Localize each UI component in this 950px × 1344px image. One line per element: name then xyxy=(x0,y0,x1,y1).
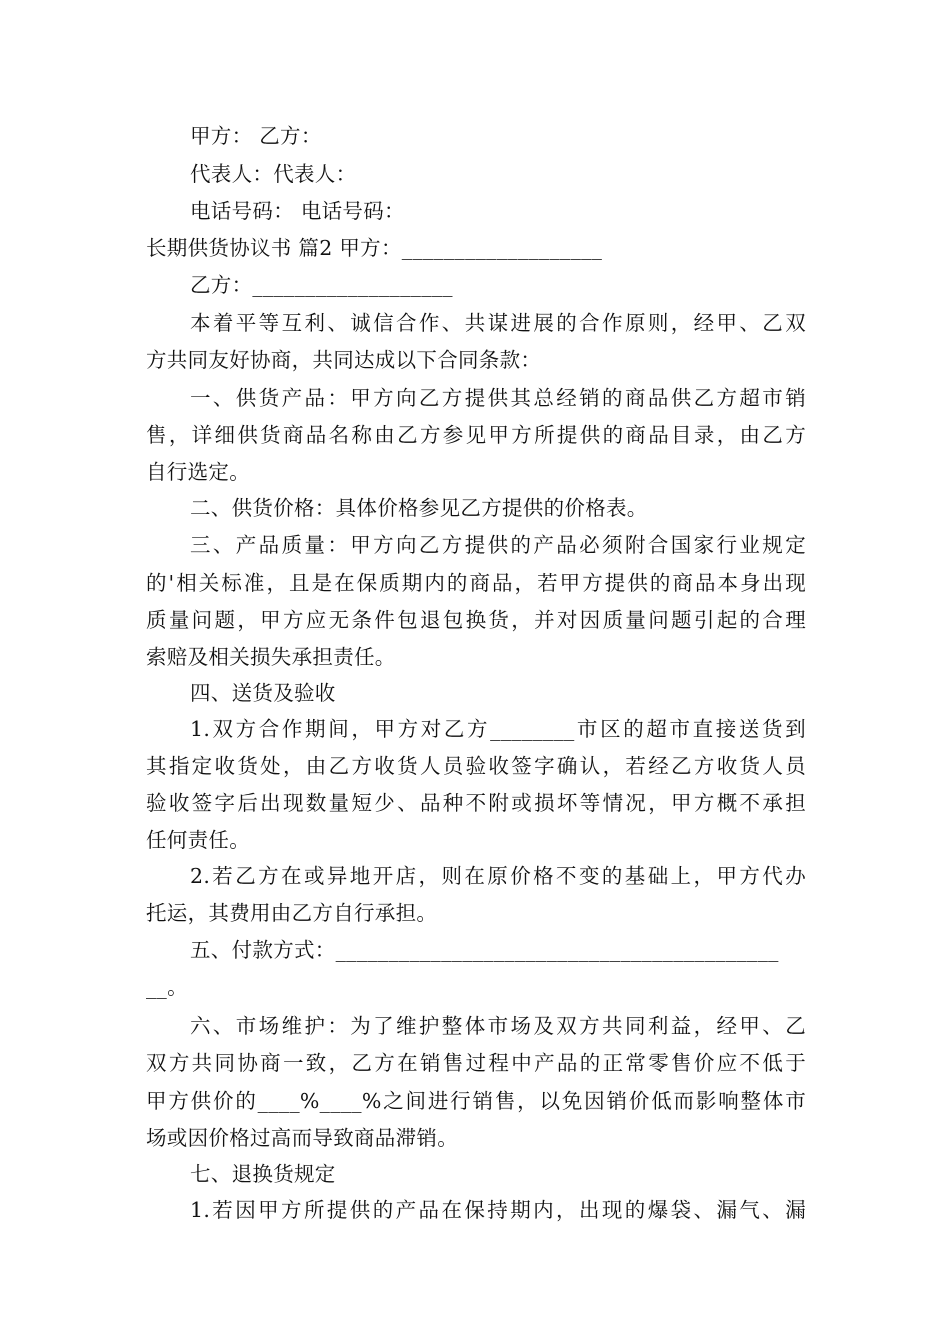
paragraph-line: 自行选定。 xyxy=(146,460,250,484)
paragraph-line: __。 xyxy=(146,975,188,999)
paragraph-line: 索赔及相关损失承担责任。 xyxy=(146,645,396,669)
representative-label: 代表人：代表人： xyxy=(190,162,357,186)
paragraph-line: 六、市场维护：为了维护整体市场及双方共同利益，经甲、乙 xyxy=(190,1014,806,1038)
paragraph-line: 本着平等互利、诚信合作、共谋进展的合作原则，经甲、乙双 xyxy=(190,311,806,335)
clause-heading: 四、送货及验收 xyxy=(190,681,336,705)
payment-method-field: 五、付款方式：__________________________________________ xyxy=(190,938,779,962)
paragraph-line: 的'相关标准，且是在保质期内的商品，若甲方提供的商品本身出现 xyxy=(146,571,806,595)
paragraph-line: 1.双方合作期间，甲方对乙方________市区的超市直接送货到 xyxy=(190,717,806,741)
phone-label: 电话号码： 电话号码： xyxy=(190,199,405,223)
paragraph-line: 二、供货价格：具体价格参见乙方提供的价格表。 xyxy=(190,496,648,520)
paragraph-line: 三、产品质量：甲方向乙方提供的产品必须附合国家行业规定 xyxy=(190,533,806,557)
paragraph-line: 1.若因甲方所提供的产品在保持期内，出现的爆袋、漏气、漏 xyxy=(190,1198,806,1222)
paragraph-line: 场或因价格过高而导致商品滞销。 xyxy=(146,1126,458,1150)
paragraph-line: 质量问题，甲方应无条件包退包换货，并对因质量问题引起的合理 xyxy=(146,608,806,632)
party-b-field: 乙方：___________________ xyxy=(190,273,453,297)
paragraph-line: 一、供货产品：甲方向乙方提供其总经销的商品供乙方超市销 xyxy=(190,386,806,410)
paragraph-line: 其指定收货处，由乙方收货人员验收签字确认，若经乙方收货人员 xyxy=(146,754,806,778)
section-heading: 长期供货协议书 篇2 甲方：___________________ xyxy=(146,236,603,260)
paragraph-line: 方共同友好协商，共同达成以下合同条款： xyxy=(146,348,542,372)
clause-heading: 七、退换货规定 xyxy=(190,1162,336,1186)
paragraph-line: 甲方供价的____%____%之间进行销售，以免因销价低而影响整体市 xyxy=(146,1089,806,1113)
paragraph-line: 验收签字后出现数量短少、品种不附或损坏等情况，甲方概不承担 xyxy=(146,791,806,815)
party-a-b-label: 甲方： 乙方： xyxy=(190,124,322,148)
paragraph-line: 任何责任。 xyxy=(146,828,250,852)
paragraph-line: 2.若乙方在或异地开店，则在原价格不变的基础上，甲方代办 xyxy=(190,864,806,888)
paragraph-line: 托运，其费用由乙方自行承担。 xyxy=(146,901,438,925)
paragraph-line: 售，详细供货商品名称由乙方参见甲方所提供的商品目录，由乙方 xyxy=(146,423,806,447)
paragraph-line: 双方共同协商一致，乙方在销售过程中产品的正常零售价应不低于 xyxy=(146,1051,806,1075)
